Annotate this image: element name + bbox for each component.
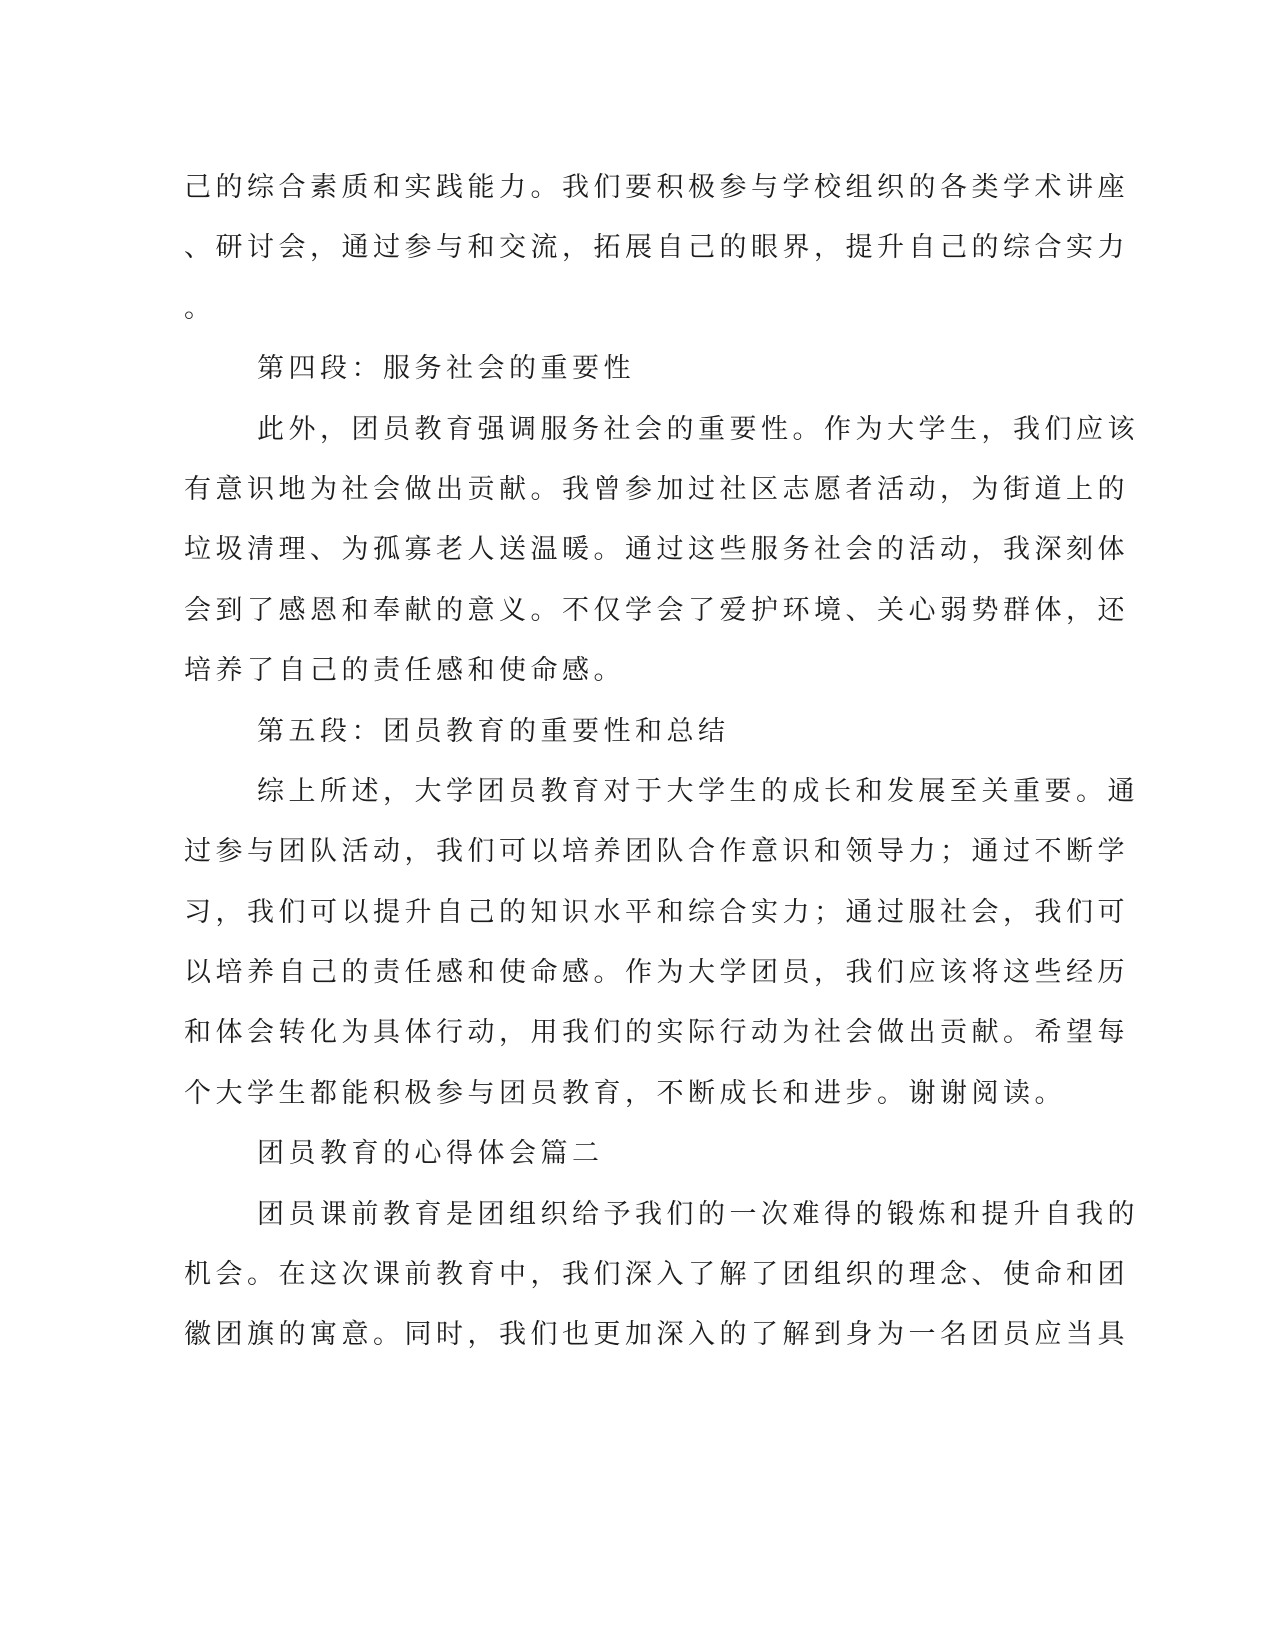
- text-line: 垃圾清理、为孤寡老人送温暖。通过这些服务社会的活动，我深刻体: [184, 534, 1129, 566]
- text-line: 机会。在这次课前教育中，我们深入了解了团组织的理念、使命和团: [184, 1259, 1129, 1291]
- text-line: 个大学生都能积极参与团员教育，不断成长和进步。谢谢阅读。: [184, 1077, 1066, 1109]
- text-line: 综上所述，大学团员教育对于大学生的成长和发展至关重要。通: [257, 775, 1139, 807]
- text-line: 以培养自己的责任感和使命感。作为大学团员，我们应该将这些经历: [184, 957, 1129, 989]
- text-line: 会到了感恩和奉献的意义。不仅学会了爱护环境、关心弱势群体，还: [184, 594, 1129, 626]
- text-line: 己的综合素质和实践能力。我们要积极参与学校组织的各类学术讲座: [184, 172, 1129, 203]
- document-body: [184, 158, 1139, 1366]
- text-line: 习，我们可以提升自己的知识水平和综合实力；通过服社会，我们可: [184, 896, 1129, 928]
- text-line: 有意识地为社会做出贡献。我曾参加过社区志愿者活动，为街道上的: [184, 473, 1129, 505]
- section-heading-4: 第四段：服务社会的重要性: [257, 353, 635, 385]
- text-line: 。: [184, 292, 216, 324]
- text-line: 团员课前教育是团组织给予我们的一次难得的锻炼和提升自我的: [257, 1198, 1139, 1230]
- text-line: 过参与团队活动，我们可以培养团队合作意识和领导力；通过不断学: [184, 836, 1129, 868]
- text-line: 此外，团员教育强调服务社会的重要性。作为大学生，我们应该: [257, 413, 1139, 445]
- text-line: 徽团旗的寓意。同时，我们也更加深入的了解到身为一名团员应当具: [184, 1319, 1129, 1351]
- section-heading-5: 第五段：团员教育的重要性和总结: [257, 715, 730, 747]
- text-line: 、研讨会，通过参与和交流，拓展自己的眼界，提升自己的综合实力: [184, 232, 1129, 264]
- text-line: 和体会转化为具体行动，用我们的实际行动为社会做出贡献。希望每: [184, 1017, 1129, 1049]
- text-line: 培养了自己的责任感和使命感。: [184, 655, 625, 687]
- article-title-part-2: 团员教育的心得体会篇二: [257, 1138, 604, 1170]
